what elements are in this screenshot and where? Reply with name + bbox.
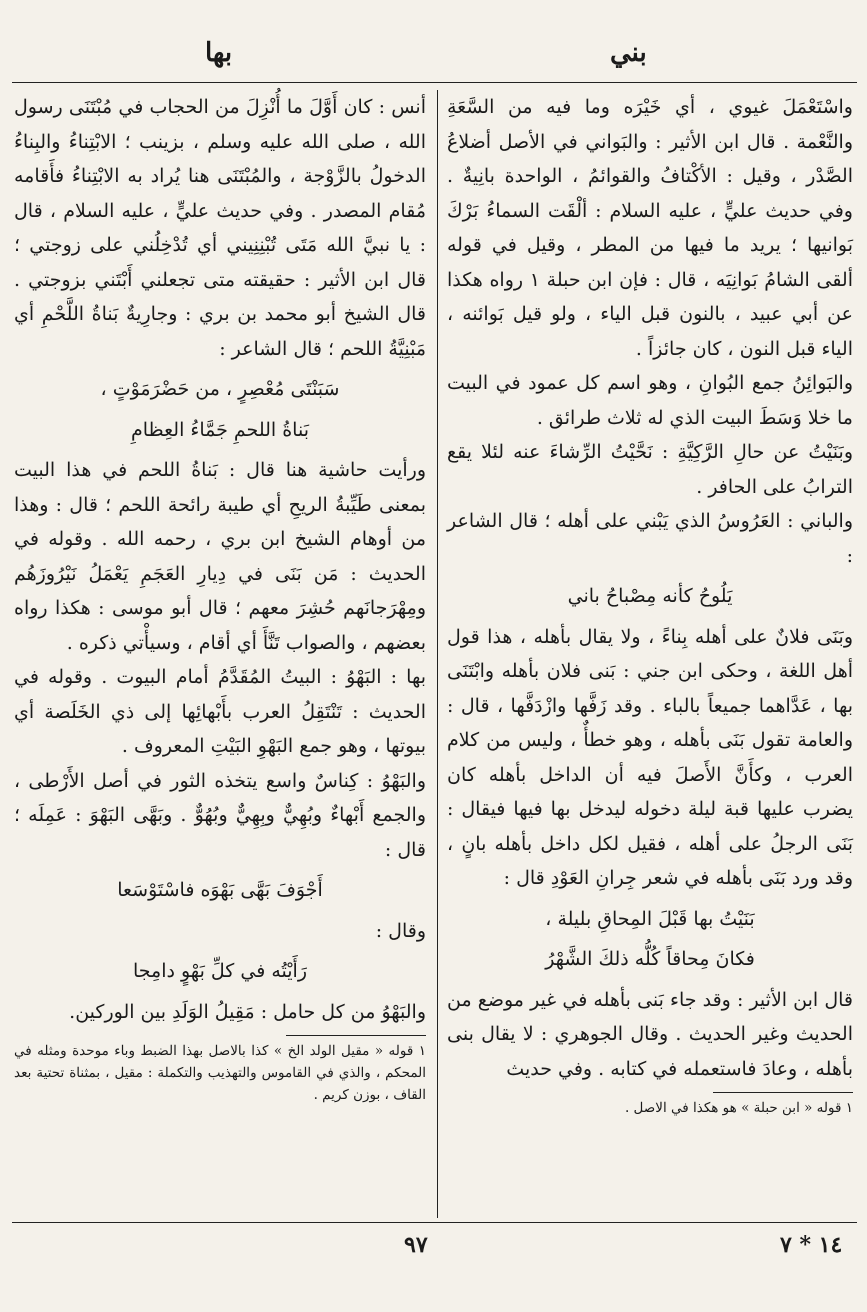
- verse-line: بَنَيْتُ بها قَبْلَ المِحاقِ بليلة ،: [545, 907, 755, 930]
- footnote-rule: [286, 1035, 426, 1036]
- verse-line: أَجْوَفَ بَهَّى بَهْوَه فاسْتَوْسَعا: [117, 879, 323, 901]
- verse-line: رَأَيْتُه في كلِّ بَهْوٍ دامِجا: [132, 960, 307, 982]
- page-number: ٩٧: [404, 1232, 428, 1258]
- verse-line: يَلُوحُ كأنه مِصْباحُ باني: [567, 585, 733, 607]
- left-column: [14, 90, 426, 1106]
- verse-line: فكانَ مِحاقاً كُلُّه ذلكَ الشَّهْرُ: [545, 948, 755, 970]
- running-header-right: بني: [610, 38, 647, 68]
- paragraph: ورأيت حاشية هنا قال : بَناةُ اللحم في هذا البيت بمعنى طَيِّبةُ الريحِ أي طيبة رائحة اللحم ؛ قال : وهذا من أوهام الشيخ ابن بري ، رحمه الله . وقوله في الحديث : مَن بَنَى في دِيارِ العَجَمِ يَعْمَلُ نَيْرُوزَهُم ومِهْرَجانَهم حُشِرَ معهم ؛ قال أبو موسى : هكذا رواه بعضهم ، والصواب تَنَّأَ أي أقام ، وسيأْتي ذكره .: [14, 459, 426, 654]
- paragraph: وقال :: [375, 919, 426, 942]
- paragraph: والبَوائِنُ جمع البُوانِ ، وهو اسم كل عمود في البيت ما خلا وَسَطَ البيت الذي له ثلاث طرائق .: [447, 372, 853, 429]
- paragraph: والبَهْوُ : كِناسٌ واسع يتخذه الثور في أصل الأَرْطى ، والجمع أَبْهاءٌ وبُهِيٌّ وبِهِيٌّ وبُهُوٌّ . وبَهَّى البَهْوَ : عَمِلَه ؛ قال :: [14, 769, 426, 861]
- verse-line: سَبَنْتَى مُعْصِرٍ ، من حَضْرَمَوْتٍ ،: [100, 378, 340, 400]
- paragraph: قال ابن الأثير : وقد جاء بَنى بأهله في غير موضع من الحديث وغير الحديث . وقال الجوهري : لا يقال بنى بأهله ، وعادَ فاستعمله في كتابه . وفي حديث: [447, 988, 853, 1080]
- paragraph: واسْتَعْمَلَ غيوي ، أي خَيْرَه وما فيه من السَّعَةِ والنَّعْمة . قال ابن الأثير : والبَواني في الأصل أضلاعُ الصَّدْر ، وقيل : الأكْتافُ والقوائمُ ، الواحدة بانِيةٌ . وفي حديث عليٍّ ، عليه السلام : ألْقَت السماءُ بَرْكَ بَوانيها ؛ يريد ما فيها من المطر ، وقيل في قوله ألقى الشامُ بَوانِيَه ، قال : فإن ابن حبلة ١ رواه هكذا عن أبي عبيد ، بالنون قبل الياء ، ولو قيل بَوائنه ، الياء قبل النون ، كان جائزاً .: [447, 96, 853, 360]
- verse-line: بَناةُ اللحمِ جَمَّاءُ العِظامِ: [131, 418, 309, 441]
- paragraph: وبَنَيْتُ عن حالِ الرَّكِيَّةِ : نَحَّيْتُ الرِّشاءَ عنه لئلا يقع الترابُ على الحافر .: [447, 441, 853, 498]
- right-column: [447, 90, 853, 1119]
- footer-rule: [12, 1222, 857, 1223]
- footnote-rule: [713, 1092, 853, 1093]
- running-header-left: بها: [205, 38, 233, 68]
- signature-mark: ١٤ * ٧: [780, 1232, 843, 1258]
- paragraph: أنس : كان أَوَّلَ ما أُنْزِلَ من الحجاب في مُبْتَنَى رسول الله ، صلى الله عليه وسلم ، بزينب ؛ الابْتِناءُ والبِناءُ الدخولُ بالزَّوْجة ، والمُبْتَنَى هنا يُراد به الابْتِناءُ فأَقامه مُقام المصدر . وفي حديث عليٍّ ، عليه السلام ، قال : يا نبيَّ الله مَتَى تُبْنِنِيني أي تُدْخِلُني على زوجتي ؛ قال ابن الأثير : حقيقته متى تجعلني أَبْتَني بزوجتي . قال الشيخ أبو محمد بن بري : وجارِيةٌ بَناةُ اللَّحْمِ أي مَبْنِيَّةُ اللحم ؛ قال الشاعر :: [14, 96, 427, 360]
- footnote: ١ قوله « ابن حبلة » هو هكذا في الاصل .: [624, 1100, 853, 1116]
- column-divider: [437, 90, 438, 1218]
- paragraph: وبَنَى فلانٌ على أهله بِناءً ، ولا يقال بأهله ، هذا قول أهل اللغة ، وحكى ابن جني : بَنى فلان بأهله وابْتَنَى بها ، عَدَّاهما جميعاً بالباء . وقد زَفَّها وازْدَفَّها ، قال : والعامة تقول بَنَى بأهله ، وهو خطأٌ ، وليس من كلام العرب ، وكأَنَّ الأَصلَ فيه أن الداخل بأهله كان يضرب عليها قبة ليلة دخوله ليدخل بها فيها فيقال : بَنَى الرجلُ على أهله ، فقيل لكل داخل بأهله بانٍ ، وقد ورد بَنَى بأهله في شعر جِرانِ العَوْدِ قال :: [447, 625, 853, 889]
- paragraph: والبَهْوُ من كل حامل : مَقِيلُ الوَلَدِ بين الوركين.: [69, 1000, 426, 1023]
- paragraph: والباني : العَرُوسُ الذي يَبْني على أهله ؛ قال الشاعر :: [447, 510, 853, 567]
- header-rule: [12, 82, 857, 83]
- footnote: ١ قوله « مقيل الولد الخ » كذا بالاصل بهذا الضبط وباء موحدة ومثله في المحكم ، والذي في القاموس والتهذيب والتكملة : مقيل ، بمثناة تحتية بعد القاف ، بوزن كريم .: [14, 1043, 426, 1103]
- paragraph: بها : البَهْوُ : البيتُ المُقَدَّمُ أمام البيوت . وقوله في الحديث : تَنْتَقِلُ العرب بأَبْهائِها إلى ذي الخَلَصة أي بيوتها ، وهو جمع البَهْوِ البَيْتِ المعروف .: [14, 666, 426, 757]
